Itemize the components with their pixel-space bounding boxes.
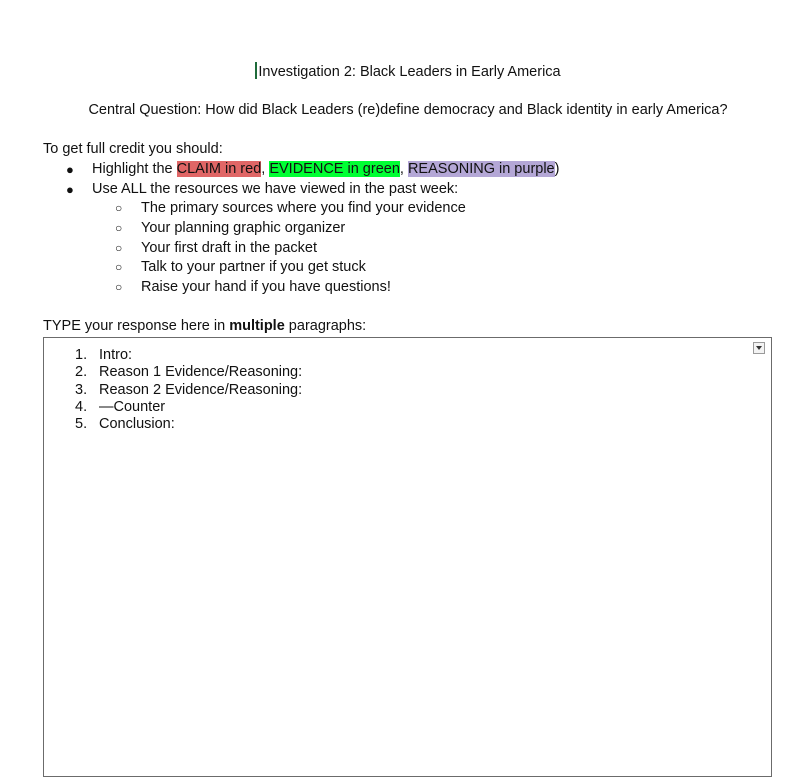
resource-text: Talk to your partner if you get stuck [141, 259, 366, 276]
outline-text: —Counter [99, 398, 166, 415]
response-prompt-prefix: TYPE your response here in [43, 318, 230, 334]
credit-checklist [0, 160, 559, 298]
resource-item [0, 278, 559, 298]
outline-text: Conclusion: [99, 416, 175, 433]
outline-item[interactable] [44, 416, 302, 433]
separator: , [261, 161, 270, 177]
outline-item[interactable] [44, 399, 302, 416]
resource-item [0, 199, 559, 219]
credit-intro: To get full credit you should: [43, 141, 223, 157]
bullet-circle-icon: ○ [115, 260, 123, 275]
resource-text: Your first draft in the packet [141, 239, 317, 256]
response-prompt-suffix: paragraphs: [284, 318, 367, 334]
resources-instruction-text: Use ALL the resources we have viewed in the past week: [92, 180, 459, 197]
bullet-dot-icon: ● [66, 162, 74, 177]
highlight-prefix: Highlight the [92, 161, 177, 177]
outline-number: 1. [75, 347, 88, 363]
outline-item[interactable] [44, 382, 302, 399]
bullet-circle-icon: ○ [115, 279, 123, 294]
bullet-circle-icon: ○ [115, 220, 123, 235]
chevron-down-icon[interactable] [753, 342, 765, 354]
evidence-highlight: EVIDENCE in green [269, 161, 400, 177]
claim-highlight: CLAIM in red [176, 161, 262, 177]
outline-number: 5. [75, 416, 88, 433]
response-prompt [43, 318, 366, 334]
response-prompt-bold: multiple [229, 318, 285, 334]
resources-instruction [0, 180, 559, 200]
resource-item [0, 239, 559, 259]
outline-item[interactable] [44, 347, 302, 364]
outline-number: 3. [75, 381, 88, 398]
document-title [0, 62, 800, 80]
response-outline [44, 347, 302, 433]
outline-text: Reason 2 Evidence/Reasoning: [99, 381, 303, 398]
resource-item [0, 219, 559, 239]
outline-item[interactable] [44, 364, 302, 381]
resource-text: Raise your hand if you have questions! [141, 278, 391, 295]
outline-number: 4. [75, 398, 88, 415]
resource-text: The primary sources where you find your evidence [141, 200, 466, 217]
response-text-box[interactable] [43, 337, 772, 777]
outline-number: 2. [75, 364, 88, 381]
bullet-circle-icon: ○ [115, 240, 123, 255]
highlight-instruction [0, 160, 559, 180]
bullet-dot-icon: ● [66, 181, 74, 197]
resource-text: Your planning graphic organizer [141, 219, 346, 236]
bullet-circle-icon: ○ [115, 201, 123, 216]
title-rest: nvestigation 2: Black Leaders in Early America [262, 64, 561, 80]
outline-text: Intro: [99, 347, 133, 363]
separator: , [399, 161, 408, 177]
central-question: Central Question: How did Black Leaders (re)define democracy and Black identity in early America? [88, 102, 728, 118]
closing-paren: ) [554, 161, 560, 177]
title-first-letter: I [258, 64, 263, 80]
outline-text: Reason 1 Evidence/Reasoning: [99, 364, 303, 381]
resource-item [0, 258, 559, 278]
reasoning-highlight: REASONING in purple [407, 161, 555, 177]
